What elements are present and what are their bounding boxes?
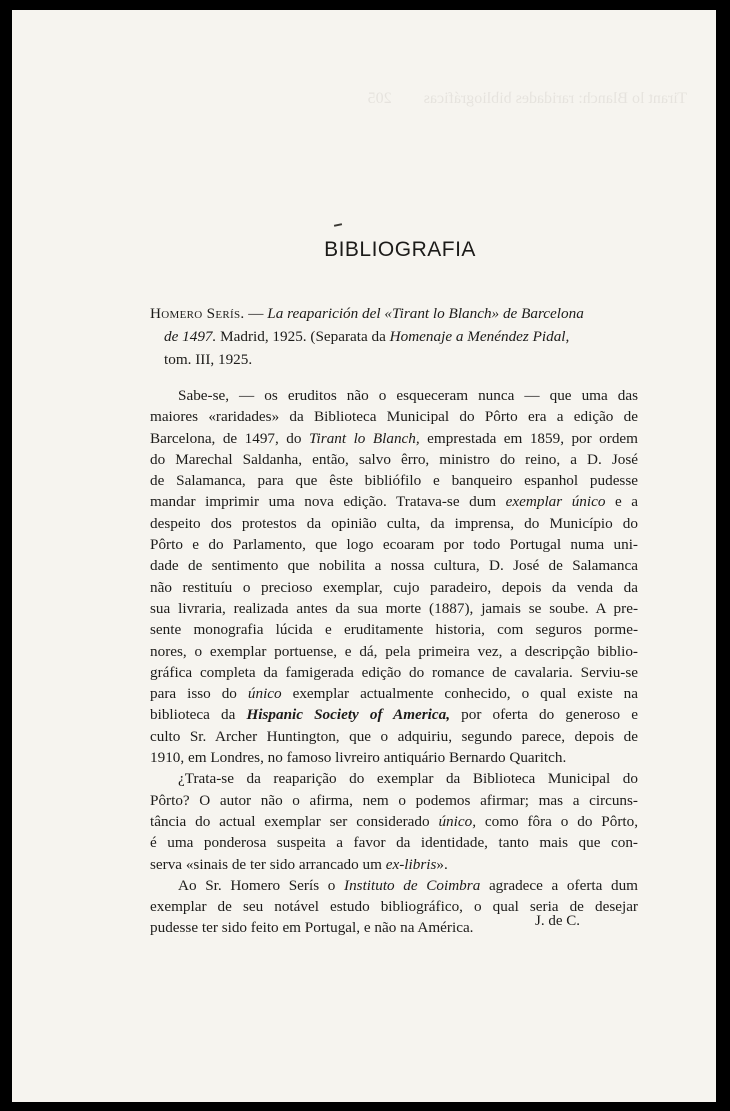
text-line: biblioteca da Hispanic Society of America, por oferta do generoso e [150,706,638,724]
page-title: BIBLIOGRAFIA [324,238,476,261]
text-line: para isso do único exemplar actualmente conhecido, o qual existe na [150,685,638,703]
text-line: culto Sr. Archer Huntington, que o adquiriu, segundo parece, depois de [150,727,638,745]
document-page [12,10,716,1102]
text-line: dade de sentimento que nobilita a nossa cultura, D. José de Salamanca [150,557,638,575]
text-line: tância do actual exemplar ser considerado único, como fôra o do Pôrto, [150,812,638,830]
reference-author: Homero Serís. [150,305,245,322]
text-line: ¿Trata-se da reaparição do exemplar da Biblioteca Municipal do [178,770,638,788]
text-line: Pôrto? O autor não o afirma, nem o podemos afirmar; mas a circuns- [150,791,638,809]
reference-work-title: La reaparición del «Tirant lo Blanch» de Barcelona [267,305,584,322]
text-line: do Marechal Saldanha, então, salvo êrro, ministro do reino, a D. José [150,450,638,468]
text-line: mandar imprimir uma nova edição. Tratava-se dum exemplar único e a [150,493,639,511]
text-line: de Salamanca, para que êste bibliófilo e banqueiro espanhol pudesse [150,472,638,490]
text-line: Ao Sr. Homero Serís o Instituto de Coimbra agradece a oferta dum [178,876,638,894]
text-line: gráfica completa da famigerada edição do romance de cavalaria. Serviu-se [150,663,638,681]
text-line: Barcelona, de 1497, do Tirant lo Blanch, emprestada em 1859, por ordem [150,429,638,447]
text-line: sua livraria, realizada antes da sua morte (1887), jamais se soube. A pre- [150,599,638,617]
bibliographic-reference [150,302,638,371]
text-line: maiores «raridades» da Biblioteca Municipal do Pôrto era a edição de [150,408,638,426]
ink-mark [334,223,342,227]
text-line: nores, o exemplar portuense, e dá, pela primeira vez, a descripção biblio- [150,642,638,660]
text-line: serva «sinais de ter sido arrancado um ex-libris». [150,855,448,873]
reference-line-3: tom. III, 1925. [164,351,253,368]
text-line: não restituíu o precioso exemplar, cujo paradeiro, depois da venda da [150,578,638,596]
reference-homenaje: Homenaje a Menéndez Pidal, [389,328,570,345]
text-line: despeito dos protestos da opinião culta, da imprensa, do Município do [150,514,638,532]
paragraph-1 [150,385,638,768]
text-line: pudesse ter sido feito em Portugal, e não na América. [150,919,474,937]
text-line: exemplar de seu notável estudo bibliográfico, o qual seria de desejar [150,898,638,916]
reference-line-2: de 1497. Madrid, 1925. (Separata da Homenaje a Menéndez Pidal, [164,328,570,345]
text-line: Sabe-se, — os eruditos não o esqueceram nunca — que uma das [178,387,638,404]
text-line: sente monografia lúcida e eruditamente historia, com seguros porme- [150,621,638,639]
paragraph-2 [150,768,638,874]
text-line: 1910, em Londres, no famoso livreiro antiquário Bernardo Quaritch. [150,749,567,767]
signature: J. de C. [535,913,580,929]
review-body [150,385,638,939]
text-line: Pôrto e do Parlamento, que logo ecoaram por todo Portugal numa uni- [150,536,638,554]
reference-line-1: Homero Serís. — La reaparición del «Tirant lo Blanch» de Barcelona [150,305,584,322]
show-through-header: Tirant lo Blanch: raridades bibliográficas 205 [367,90,687,107]
text-line: é uma ponderosa suspeita a favor da identidade, tanto mais que con- [150,834,638,852]
